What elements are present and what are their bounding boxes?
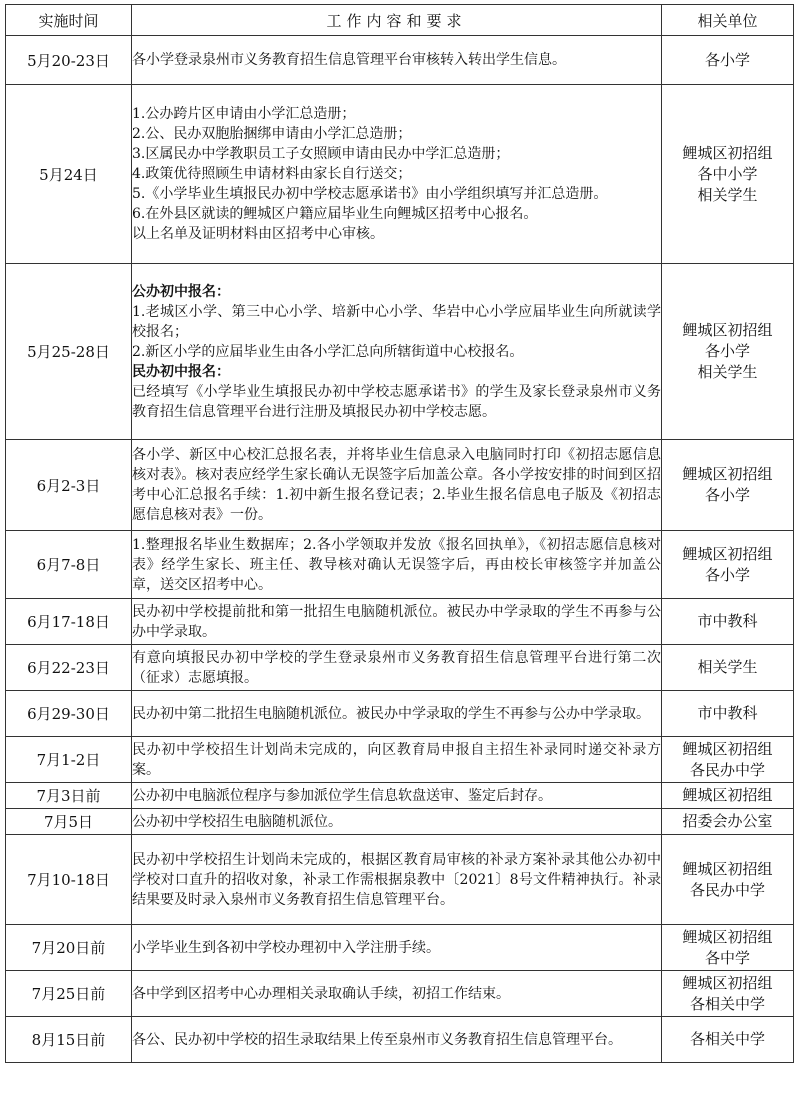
content-line: 民办初中第二批招生电脑随机派位。被民办中学录取的学生不再参与公办中学录取。 xyxy=(132,705,650,722)
header-unit: 相关单位 xyxy=(662,5,794,36)
unit-name: 各民办中学 xyxy=(689,880,765,899)
unit-cell xyxy=(662,531,794,599)
content-cell xyxy=(132,691,662,737)
content-cell xyxy=(132,737,662,783)
table-row xyxy=(6,1017,794,1063)
table-row xyxy=(6,531,794,599)
table-row xyxy=(6,264,794,440)
content-cell xyxy=(132,925,662,971)
time-cell: 8月15日前 xyxy=(6,1017,132,1063)
content-cell xyxy=(132,36,662,85)
time-cell: 6月17-18日 xyxy=(6,599,132,645)
unit-name: 各相关中学 xyxy=(689,994,765,1013)
table-row xyxy=(6,599,794,645)
table-row xyxy=(6,835,794,925)
unit-name: 各民办中学 xyxy=(689,760,765,779)
unit-name: 鲤城区初招组 xyxy=(682,143,773,162)
content-line: 小学毕业生到各初中学校办理初中入学注册手续。 xyxy=(132,939,440,956)
header-content: 工作内容和要求 xyxy=(132,5,662,36)
table-row xyxy=(6,440,794,531)
unit-cell xyxy=(662,971,794,1017)
unit-cell xyxy=(662,835,794,925)
content-line: 各小学、新区中心校汇总报名表，并将毕业生信息录入电脑同时打印《初招志愿信息核对表》。核对表应经学生家长确认无误签字后加盖公章。各小学按安排的时间到区招考中心汇总报名手续：1.初中新生报名登记表；2.毕业生报名信息电子版及《初招志愿信息核对表》一份。 xyxy=(132,447,661,523)
content-line: 6.在外县区就读的鲤城区户籍应届毕业生向鲤城区招考中心报名。 xyxy=(132,206,538,222)
unit-name: 鲤城区初招组 xyxy=(682,544,773,563)
time-cell: 7月25日前 xyxy=(6,971,132,1017)
unit-cell xyxy=(662,645,794,691)
table-row xyxy=(6,971,794,1017)
unit-cell xyxy=(662,1017,794,1063)
table-row xyxy=(6,645,794,691)
content-cell xyxy=(132,1017,662,1063)
unit-cell xyxy=(662,809,794,835)
content-line: 各小学登录泉州市义务教育招生信息管理平台审核转入转出学生信息。 xyxy=(132,52,566,68)
content-cell xyxy=(132,783,662,809)
unit-name: 各小学 xyxy=(704,50,750,69)
time-cell: 5月25-28日 xyxy=(6,264,132,440)
section-heading: 公办初中报名： xyxy=(132,283,230,300)
time-cell: 5月20-23日 xyxy=(6,36,132,85)
unit-name: 市中教科 xyxy=(697,612,758,630)
table-row xyxy=(6,85,794,264)
unit-name: 各中学 xyxy=(704,948,750,967)
unit-name: 鲤城区初招组 xyxy=(682,321,773,339)
section-heading: 民办初中报名： xyxy=(132,363,230,380)
unit-cell xyxy=(662,599,794,645)
content-line: 1.整理报名毕业生数据库；2.各小学领取并发放《报名回执单》，《初招志愿信息核对表》经学生家长、班主任、教导核对确认无误签字后，再由校长审核签字并加盖公章，送交区招考中心。 xyxy=(132,536,661,593)
content-line: 民办初中学校招生计划尚未完成的，向区教育局申报自主招生补录同时递交补录方案。 xyxy=(132,741,661,778)
content-line: 5.《小学毕业生填报民办初中学校志愿承诺书》由小学组织填写并汇总造册。 xyxy=(132,186,608,202)
unit-name: 各相关中学 xyxy=(689,1030,765,1048)
table-row xyxy=(6,737,794,783)
unit-name: 鲤城区初招组 xyxy=(682,465,773,483)
unit-name: 各小学 xyxy=(704,565,750,584)
time-cell: 6月22-23日 xyxy=(6,645,132,691)
table-row xyxy=(6,36,794,85)
content-line: 民办初中学校招生计划尚未完成的，根据区教育局审核的补录方案补录其他公办初中学校对口直升的招收对象，补录工作需根据泉教中〔2021〕8号文件精神执行。补录结果要及时录入泉州市义务教育招生信息管理平台。 xyxy=(132,851,661,908)
unit-name: 相关学生 xyxy=(697,185,758,204)
table-row xyxy=(6,691,794,737)
schedule-body xyxy=(6,36,794,1063)
time-cell: 6月7-8日 xyxy=(6,531,132,599)
content-cell xyxy=(132,971,662,1017)
unit-name: 各中小学 xyxy=(697,164,758,183)
content-cell xyxy=(132,599,662,645)
unit-name: 各小学 xyxy=(704,342,750,360)
time-cell: 6月29-30日 xyxy=(6,691,132,737)
unit-name: 招委会办公室 xyxy=(682,812,773,830)
content-cell xyxy=(132,809,662,835)
content-line: 各公、民办初中学校的招生录取结果上传至泉州市义务教育招生信息管理平台。 xyxy=(132,1031,622,1048)
unit-cell xyxy=(662,440,794,531)
content-line: 民办初中学校提前批和第一批招生电脑随机派位。被民办中学录取的学生不再参与公办中学录取。 xyxy=(132,603,661,640)
content-line: 各中学到区招考中心办理相关录取确认手续，初招工作结束。 xyxy=(132,985,510,1002)
time-cell: 7月10-18日 xyxy=(6,835,132,925)
unit-cell xyxy=(662,85,794,264)
content-line: 2.公、民办双胞胎捆绑申请由小学汇总造册； xyxy=(132,126,412,142)
time-cell: 5月24日 xyxy=(6,85,132,264)
content-line: 4.政策优待照顾生申请材料由家长自行送交； xyxy=(132,166,412,182)
unit-name: 鲤城区初招组 xyxy=(682,973,773,992)
content-cell xyxy=(132,835,662,925)
content-cell xyxy=(132,264,662,440)
table-row xyxy=(6,783,794,809)
unit-cell xyxy=(662,783,794,809)
content-line: 以上名单及证明材料由区招考中心审核。 xyxy=(132,226,384,242)
content-line: 1.老城区小学、第三中心小学、培新中心小学、华岩中心小学应届毕业生向所就读学校报名； xyxy=(132,303,661,340)
unit-cell xyxy=(662,925,794,971)
header-time: 实施时间 xyxy=(6,5,132,36)
content-line: 公办初中电脑派位程序与参加派位学生信息软盘送审、鉴定后封存。 xyxy=(132,787,552,804)
unit-cell xyxy=(662,691,794,737)
content-line: 1.公办跨片区申请由小学汇总造册； xyxy=(132,106,356,122)
content-line: 公办初中学校招生电脑随机派位。 xyxy=(132,813,342,830)
content-cell xyxy=(132,645,662,691)
schedule-table xyxy=(5,4,794,1063)
time-cell: 6月2-3日 xyxy=(6,440,132,531)
unit-name: 相关学生 xyxy=(697,658,758,676)
unit-name: 鲤城区初招组 xyxy=(682,739,773,758)
content-line: 3.区属民办中学教职员工子女照顾申请由民办中学汇总造册； xyxy=(132,146,510,162)
content-cell xyxy=(132,85,662,264)
unit-name: 鲤城区初招组 xyxy=(682,859,773,878)
content-line: 2.新区小学的应届毕业生由各小学汇总向所辖街道中心校报名。 xyxy=(132,343,524,360)
unit-name: 各小学 xyxy=(704,486,750,504)
unit-name: 市中教科 xyxy=(697,704,758,722)
time-cell: 7月5日 xyxy=(6,809,132,835)
unit-name: 鲤城区初招组 xyxy=(682,927,773,946)
unit-name: 鲤城区初招组 xyxy=(682,786,773,804)
content-line: 已经填写《小学毕业生填报民办初中学校志愿承诺书》的学生及家长登录泉州市义务教育招生信息管理平台进行注册及填报民办初中学校志愿。 xyxy=(132,383,661,420)
time-cell: 7月20日前 xyxy=(6,925,132,971)
header-row xyxy=(6,5,794,36)
table-row xyxy=(6,809,794,835)
unit-cell xyxy=(662,737,794,783)
content-cell xyxy=(132,440,662,531)
unit-cell xyxy=(662,264,794,440)
table-row xyxy=(6,925,794,971)
unit-name: 相关学生 xyxy=(697,363,758,381)
time-cell: 7月3日前 xyxy=(6,783,132,809)
content-line: 有意向填报民办初中学校的学生登录泉州市义务教育招生信息管理平台进行第二次（征求）志愿填报。 xyxy=(132,649,661,686)
content-cell xyxy=(132,531,662,599)
unit-cell xyxy=(662,36,794,85)
time-cell: 7月1-2日 xyxy=(6,737,132,783)
